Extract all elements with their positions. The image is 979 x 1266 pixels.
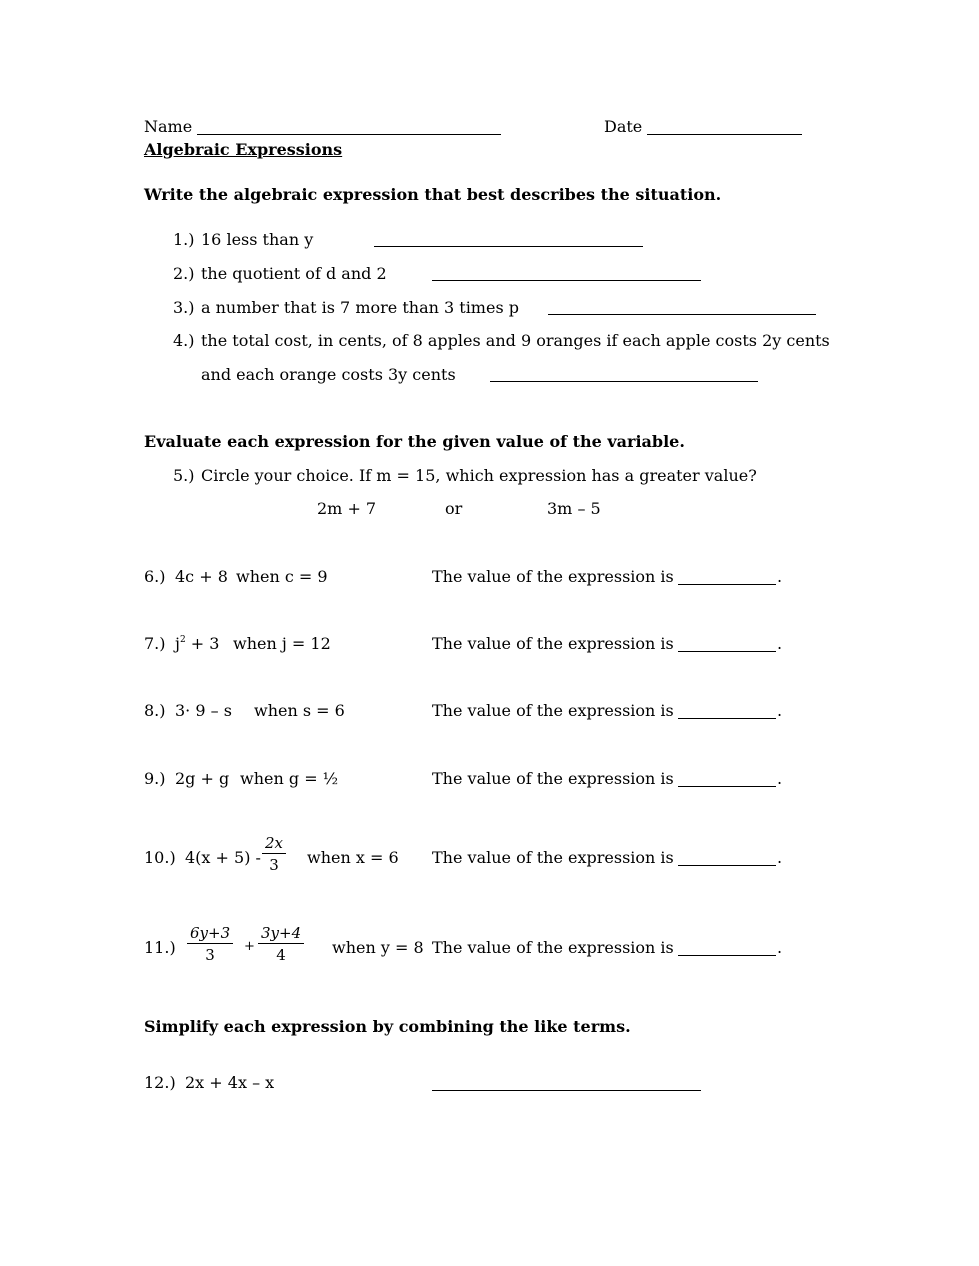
q6-condition: when c = 9 <box>236 567 328 586</box>
section2-instruction: Evaluate each expression for the given value of the variable. <box>144 432 685 451</box>
q5-text: Circle your choice. If m = 15, which expression has a greater value? <box>201 466 757 485</box>
q10-fraction <box>258 836 290 873</box>
q6-expression: 4c + 8 <box>175 567 228 586</box>
q6-number: 6.) <box>144 567 166 586</box>
q11-fraction-1 <box>183 926 237 963</box>
q5-choice-b[interactable]: 3m – 5 <box>547 499 601 518</box>
q11-fraction-2-denominator: 4 <box>276 946 286 964</box>
q8-answer-blank[interactable] <box>678 718 776 719</box>
q12-answer-blank[interactable] <box>432 1090 701 1091</box>
q9-period: . <box>777 769 783 788</box>
q7-exponent: 2 <box>179 635 186 645</box>
date-blank[interactable] <box>647 134 802 135</box>
q6-answer-blank[interactable] <box>678 584 776 585</box>
q10-fraction-numerator: 2x <box>262 836 286 854</box>
q10-number: 10.) <box>144 848 176 867</box>
q4-answer-blank[interactable] <box>490 381 758 382</box>
q3-number: 3.) <box>173 298 195 317</box>
q2-answer-blank[interactable] <box>432 280 701 281</box>
q11-answer-blank[interactable] <box>678 955 776 956</box>
q8-value-prompt: The value of the expression is <box>432 701 674 720</box>
q2-text: the quotient of d and 2 <box>201 264 387 283</box>
date-label: Date <box>604 117 643 136</box>
q9-number: 9.) <box>144 769 166 788</box>
q4-text-line1: the total cost, in cents, of 8 apples and 9 oranges if each apple costs 2y cents <box>201 331 830 350</box>
q10-expression: 4(x + 5) - <box>185 848 261 867</box>
q11-fraction-1-numerator: 6y+3 <box>187 926 233 944</box>
name-label: Name <box>144 117 193 136</box>
page-title: Algebraic Expressions <box>144 140 343 159</box>
q9-value-prompt: The value of the expression is <box>432 769 674 788</box>
q9-answer-blank[interactable] <box>678 786 776 787</box>
q8-expression: 3· 9 – s <box>175 701 232 720</box>
q7-rest: + 3 <box>190 634 220 653</box>
q2-number: 2.) <box>173 264 195 283</box>
name-blank[interactable] <box>197 134 501 135</box>
q6-value-prompt: The value of the expression is <box>432 567 674 586</box>
q3-text: a number that is 7 more than 3 times p <box>201 298 519 317</box>
q11-number: 11.) <box>144 938 176 957</box>
q7-base: j <box>175 634 180 653</box>
q8-condition: when s = 6 <box>254 701 345 720</box>
q11-plus: + <box>244 939 255 954</box>
q9-expression: 2g + g <box>175 769 230 788</box>
q11-fraction-2-numerator: 3y+4 <box>258 926 304 944</box>
q12-number: 12.) <box>144 1073 176 1092</box>
section3-instruction: Simplify each expression by combining the like terms. <box>144 1017 631 1036</box>
q9-condition: when g = ½ <box>240 769 339 788</box>
q11-period: . <box>777 938 783 957</box>
q1-answer-blank[interactable] <box>374 246 643 247</box>
q10-fraction-denominator: 3 <box>269 856 279 874</box>
q4-number: 4.) <box>173 331 195 350</box>
q8-number: 8.) <box>144 701 166 720</box>
q3-answer-blank[interactable] <box>548 314 816 315</box>
q10-value-prompt: The value of the expression is <box>432 848 674 867</box>
q7-answer-blank[interactable] <box>678 651 776 652</box>
q5-or: or <box>445 499 463 518</box>
q1-text: 16 less than y <box>201 230 314 249</box>
q10-period: . <box>777 848 783 867</box>
q11-value-prompt: The value of the expression is <box>432 938 674 957</box>
section1-instruction: Write the algebraic expression that best describes the situation. <box>144 185 722 204</box>
q12-expression: 2x + 4x – x <box>185 1073 275 1092</box>
q7-condition: when j = 12 <box>233 634 331 653</box>
q5-choice-a[interactable]: 2m + 7 <box>317 499 377 518</box>
q10-condition: when x = 6 <box>307 848 399 867</box>
q7-expression <box>175 636 219 652</box>
q7-period: . <box>777 634 783 653</box>
q11-fraction-2 <box>254 926 308 963</box>
q1-number: 1.) <box>173 230 195 249</box>
q8-period: . <box>777 701 783 720</box>
q6-period: . <box>777 567 783 586</box>
q11-fraction-1-denominator: 3 <box>205 946 215 964</box>
q7-value-prompt: The value of the expression is <box>432 634 674 653</box>
q7-number: 7.) <box>144 634 166 653</box>
q4-text-line2: and each orange costs 3y cents <box>201 365 456 384</box>
q10-answer-blank[interactable] <box>678 865 776 866</box>
q11-condition: when y = 8 <box>332 938 424 957</box>
q5-number: 5.) <box>173 466 195 485</box>
